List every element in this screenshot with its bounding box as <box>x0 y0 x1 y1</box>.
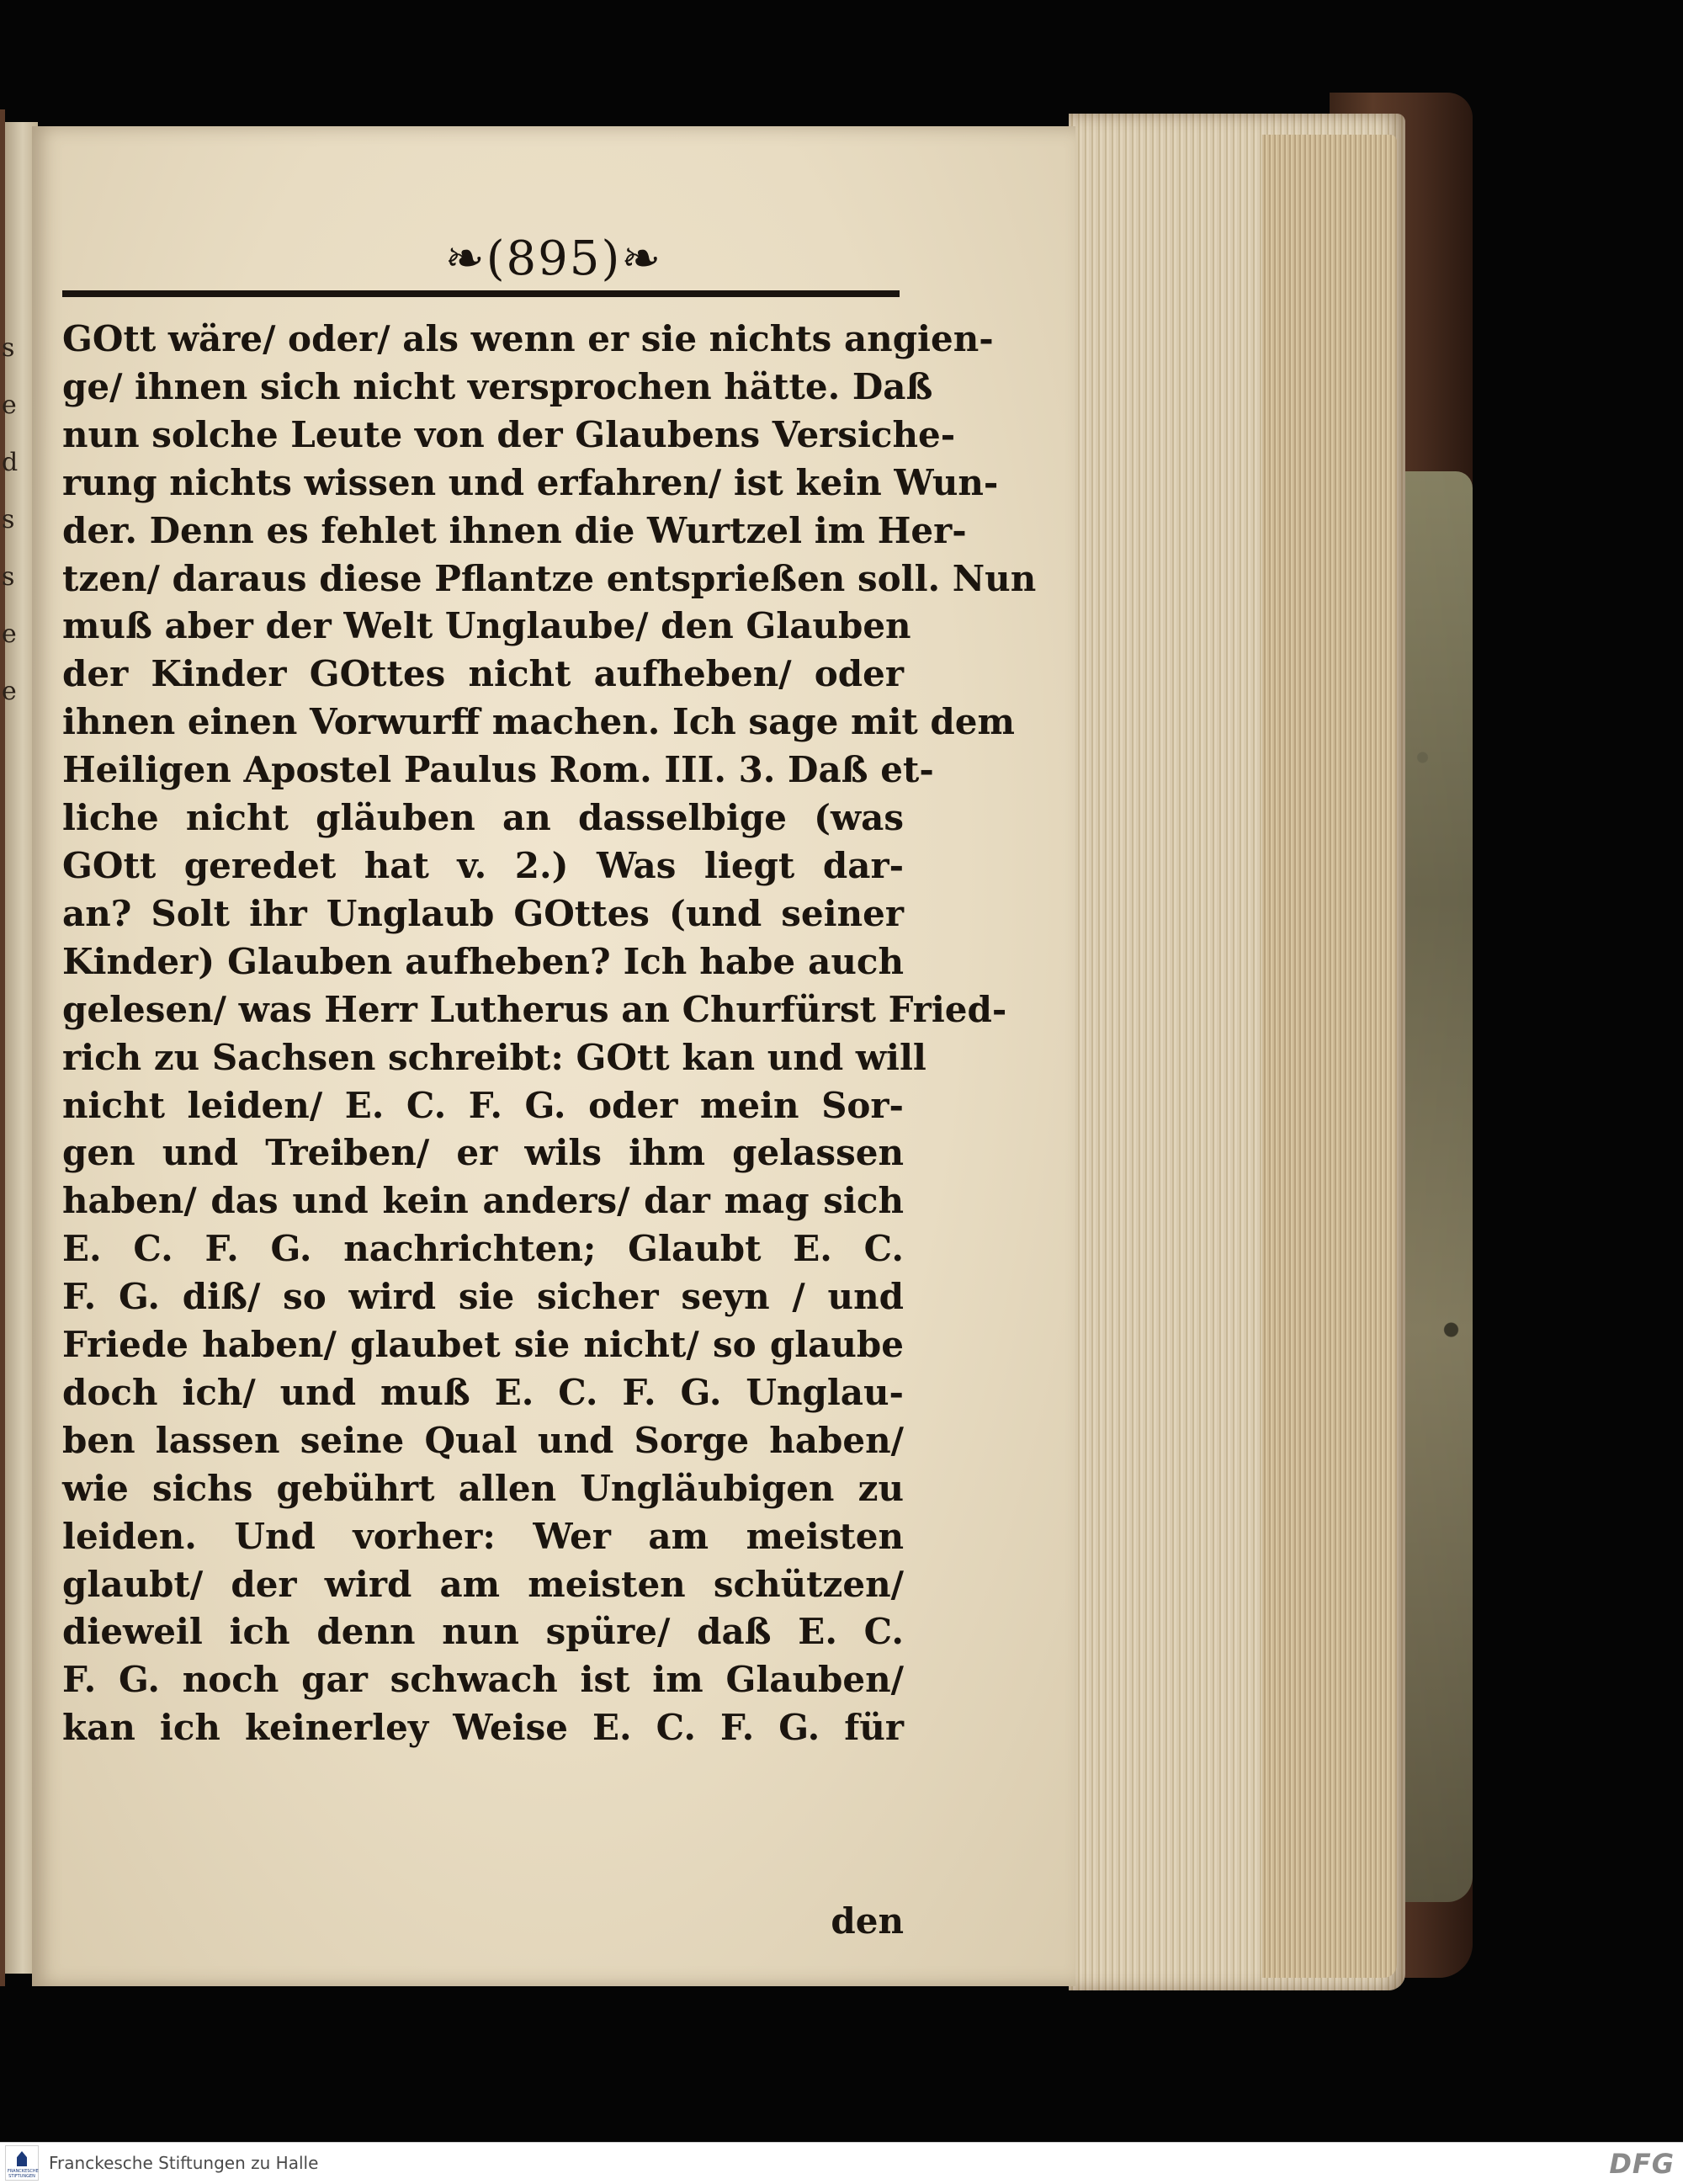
page-text <box>62 316 1037 1752</box>
text-line: nicht leiden/ E. C. F. G. oder mein Sor- <box>62 1084 904 1126</box>
text-line: haben/ das und kein anders/ dar mag sich <box>62 1180 904 1222</box>
text-line: der. Denn es fehlet ihnen die Wurtzel im Her- <box>62 509 967 551</box>
text-line: GOtt geredet hat v. 2.) Was liegt dar- <box>62 844 904 886</box>
previous-page-letter: e <box>2 619 17 649</box>
text-line: nun solche Leute von der Glaubens Versiche- <box>62 413 956 455</box>
page-number-header: ❧(895)❧ <box>444 231 663 286</box>
text-line: gelesen/ was Herr Lutherus an Churfürst Fried- <box>62 988 1007 1030</box>
previous-page-letter: e <box>2 677 17 706</box>
page-fore-edge-inner <box>1262 135 1397 1978</box>
institution-name: Franckesche Stiftungen zu Halle <box>49 2153 319 2173</box>
previous-page-letter: s <box>2 562 15 592</box>
text-line: rich zu Sachsen schreibt: GOtt kan und will <box>62 1036 926 1078</box>
institution-logo[interactable] <box>5 2145 39 2181</box>
text-line: GOtt wäre/ oder/ als wenn er sie nichts angien- <box>62 318 994 359</box>
viewer-footer <box>0 2142 1683 2184</box>
header-rule <box>62 290 900 297</box>
text-line: ge/ ihnen sich nicht versprochen hätte. Daß <box>62 365 933 407</box>
text-line: der Kinder GOttes nicht aufheben/ oder <box>62 653 904 695</box>
text-line: Kinder) Glauben aufheben? Ich habe auch <box>62 940 904 982</box>
building-icon <box>17 2151 27 2166</box>
text-line: doch ich/ und muß E. C. F. G. Unglau- <box>62 1371 904 1413</box>
text-line: muß aber der Welt Unglaube/ den Glauben <box>62 605 911 647</box>
marbled-cover-edge <box>1401 471 1473 1902</box>
text-line: kan ich keinerley Weise E. C. F. G. für <box>62 1707 904 1749</box>
previous-page-letter: e <box>2 391 17 420</box>
book-page <box>32 126 1075 1986</box>
text-line: Heiligen Apostel Paulus Rom. III. 3. Daß et- <box>62 749 934 791</box>
text-line: liche nicht gläuben an dasselbige (was <box>62 797 904 839</box>
text-line: dieweil ich denn nun spüre/ daß E. C. <box>62 1611 904 1653</box>
text-line: tzen/ daraus diese Pflantze entsprießen soll. Nun <box>62 557 1037 599</box>
previous-page-letter: s <box>2 333 15 363</box>
catchword: den <box>831 1900 904 1942</box>
logo-caption: FRANCKESCHE STIFTUNGEN <box>8 2169 39 2179</box>
text-line: F. G. noch gar schwach ist im Glauben/ <box>62 1659 904 1701</box>
text-line: rung nichts wissen und erfahren/ ist kein Wun- <box>62 461 999 503</box>
text-line: Friede haben/ glaubet sie nicht/ so glaube <box>62 1324 904 1366</box>
text-line: E. C. F. G. nachrichten; Glaubt E. C. <box>62 1228 904 1270</box>
text-line: glaubt/ der wird am meisten schützen/ <box>62 1563 904 1605</box>
text-line: ihnen einen Vorwurff machen. Ich sage mit dem <box>62 701 1015 743</box>
text-line: an? Solt ihr Unglaub GOttes (und seiner <box>62 892 904 934</box>
text-line: F. G. diß/ so wird sie sicher seyn / und <box>62 1276 904 1318</box>
text-line: gen und Treiben/ er wils ihm gelassen <box>62 1132 904 1174</box>
previous-page-letters <box>2 320 17 720</box>
text-line: leiden. Und vorher: Wer am meisten <box>62 1515 904 1557</box>
text-line: wie sichs gebührt allen Ungläubigen zu <box>62 1467 904 1509</box>
dfg-logo: DFG <box>1609 2148 1675 2180</box>
previous-page-letter: d <box>2 448 19 477</box>
text-line: ben lassen seine Qual und Sorge haben/ <box>62 1419 904 1461</box>
previous-page-letter: s <box>2 505 15 534</box>
